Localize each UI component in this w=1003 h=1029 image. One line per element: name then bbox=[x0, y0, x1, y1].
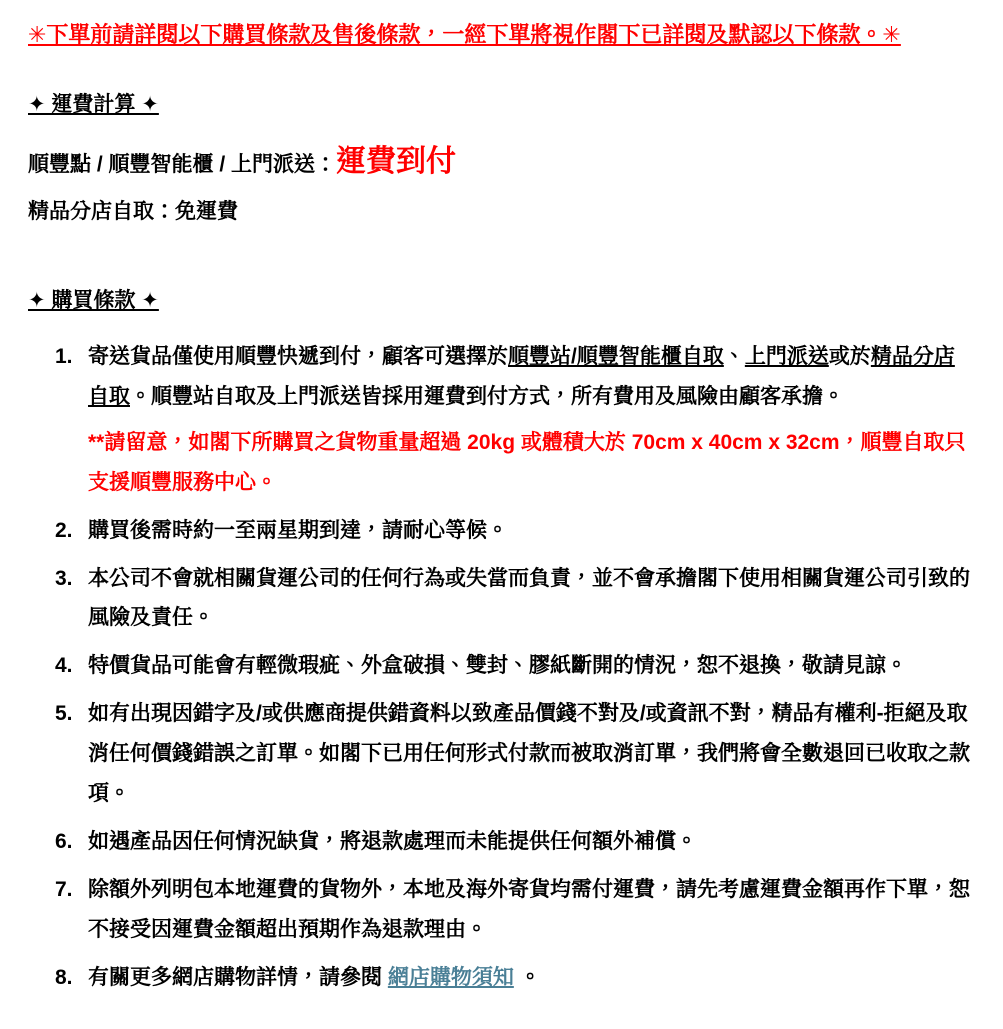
term-item bbox=[55, 337, 975, 509]
term-paragraph bbox=[88, 958, 975, 998]
term-item bbox=[55, 694, 975, 820]
text-segment: 特價貨品可能會有輕微瑕疵、外盒破損、雙封、膠紙斷開的情況，恕不退換，敬請見諒。 bbox=[88, 654, 907, 678]
item-body bbox=[88, 646, 975, 692]
text-segment: 。順豐站自取及上門派送皆採用運費到付方式，所有費用及風險由顧客承擔。 bbox=[130, 384, 844, 408]
term-paragraph bbox=[88, 870, 975, 950]
text-segment: 如有出現因錯字及/或供應商提供錯資料以致產品價錢不對及/或資訊不對，精品有權利-拒絕及取消任何價錢錯誤之訂單。如閣下已用任何形式付款而被取消訂單，我們將會全數退回已收取之款項。 bbox=[88, 702, 970, 805]
text-segment: 精品分店自取 bbox=[88, 345, 955, 408]
term-paragraph bbox=[88, 337, 975, 417]
text-segment: 寄送貨品僅使用順豐快遞到付，顧客可選擇於 bbox=[88, 345, 508, 369]
shipping-sf-line bbox=[28, 141, 975, 183]
item-body bbox=[88, 511, 975, 557]
text-segment: 本公司不會就相關貨運公司的任何行為或失當而負責，並不會承擔閣下使用相關貨運公司引致的風險及責任。 bbox=[88, 566, 970, 630]
text-segment: **請留意，如閣下所購買之貨物重量超過 20kg 或體積大於 70cm x 40cm x 32cm，順豐自取只支援順豐服務中心。 bbox=[88, 430, 966, 494]
term-paragraph bbox=[88, 511, 975, 551]
term-item bbox=[55, 958, 975, 1004]
shipping-pickup-line: 精品分店自取：免運費 bbox=[28, 199, 238, 223]
item-body bbox=[88, 958, 975, 1004]
term-paragraph bbox=[88, 646, 975, 686]
shipping-section-heading: ✦ 運費計算 ✦ bbox=[28, 92, 159, 116]
item-number: 2. bbox=[55, 518, 73, 542]
text-segment: 上門派送 bbox=[744, 345, 829, 369]
text-segment: 如遇產品因任何情況缺貨，將退款處理而未能提供任何額外補償。 bbox=[88, 829, 697, 853]
term-item bbox=[55, 822, 975, 868]
item-number: 5. bbox=[55, 702, 73, 726]
term-paragraph bbox=[88, 559, 975, 639]
freight-collect-highlight: 運費到付 bbox=[336, 144, 457, 178]
term-paragraph bbox=[88, 822, 975, 862]
terms-list bbox=[28, 337, 975, 1003]
shipping-sf-options: 順豐點 / 順豐智能櫃 / 上門派送： bbox=[28, 152, 337, 176]
item-number: 1. bbox=[55, 345, 73, 369]
item-number: 6. bbox=[55, 829, 73, 853]
text-segment: 有關更多網店購物詳情，請參閱 bbox=[88, 965, 388, 989]
item-number: 4. bbox=[55, 654, 73, 678]
item-body bbox=[88, 559, 975, 645]
item-body bbox=[88, 694, 975, 820]
item-body bbox=[88, 822, 975, 868]
text-segment: 除額外列明包本地運費的貨物外，本地及海外寄貨均需付運費，請先考慮運費金額再作下單，恕不接受因運費金額超出預期作為退款理由。 bbox=[88, 877, 970, 941]
text-segment: 、 bbox=[723, 345, 745, 369]
term-item bbox=[55, 646, 975, 692]
item-body bbox=[88, 337, 975, 509]
top-notice bbox=[28, 20, 975, 50]
text-segment: 。 bbox=[513, 965, 541, 989]
text-segment: 順豐站/順豐智能櫃自取 bbox=[508, 345, 724, 369]
item-body bbox=[88, 870, 975, 956]
item-number: 8. bbox=[55, 965, 73, 989]
item-number: 7. bbox=[55, 877, 73, 901]
red-warning-note bbox=[88, 423, 975, 503]
term-item bbox=[55, 559, 975, 645]
shop-guide-link[interactable]: 網店購物須知 bbox=[387, 965, 514, 989]
term-item bbox=[55, 511, 975, 557]
text-segment: 購買後需時約一至兩星期到達，請耐心等候。 bbox=[88, 518, 508, 542]
item-number: 3. bbox=[55, 566, 73, 590]
terms-section-heading: ✦ 購買條款 ✦ bbox=[28, 289, 159, 313]
top-notice-text: ✳下單前請詳閱以下購買條款及售後條款，一經下單將視作閣下已詳閱及默認以下條款。✳ bbox=[28, 22, 901, 47]
term-paragraph bbox=[88, 694, 975, 814]
text-segment: 或於 bbox=[828, 345, 871, 369]
term-item bbox=[55, 870, 975, 956]
